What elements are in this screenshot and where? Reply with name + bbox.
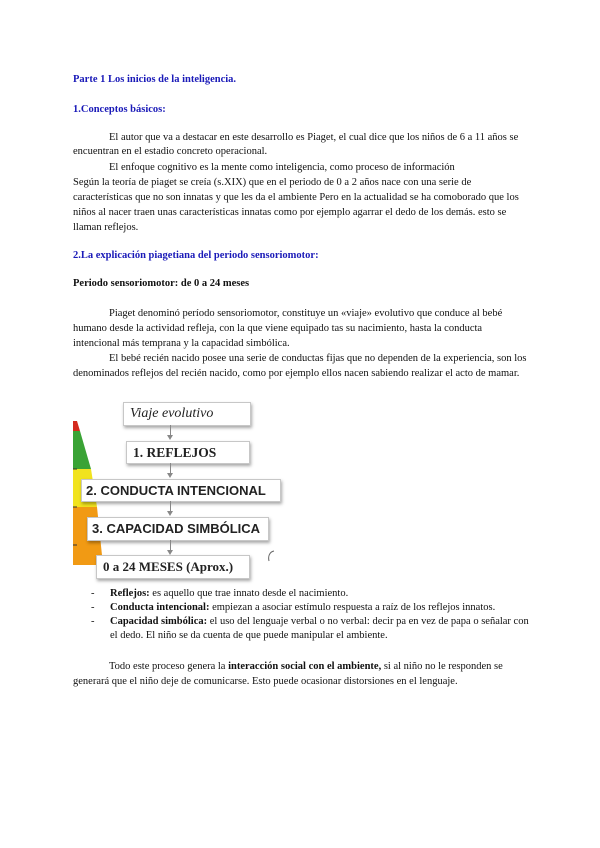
section2-p1-line3: intencional más temprana y la capacidad simbólica.: [73, 338, 290, 349]
section1-p3-line2: características que no son innatas y que les da el ambiente Pero en la actualidad se ha comoborado que los: [73, 192, 519, 203]
bullet-text-cont: el dedo. El niño se da cuenta de que puede manipular el ambiente.: [110, 630, 388, 641]
bullet-text: empiezan a asociar estímulo respuesta a raíz de los reflejos innatos.: [209, 602, 496, 613]
list-item: - Conducta intencional: empiezan a asociar estímulo respuesta a raíz de los reflejos innatos.: [91, 602, 496, 613]
diagram-title-box: Viaje evolutivo: [123, 402, 251, 426]
section2-title: 2.La explicación piagetiana del periodo sensoriomotor:: [73, 250, 319, 261]
curl-decoration-icon: [265, 549, 277, 563]
closing-bold: interacción social con el ambiente,: [228, 661, 382, 672]
section1-p1-line2: encuentran en el estadio concreto operacional.: [73, 146, 268, 157]
section1-p3-line3: niños al nacer traen unas características innatas como por ejemplo agarrar el dedo de los demás. esto se: [73, 207, 507, 218]
bullet-term: Reflejos:: [110, 588, 150, 599]
section2-p2-line2: denominados reflejos del recién nacido, como por ejemplo ellos nacen sabiendo realizar el acto de mamar.: [73, 368, 520, 379]
section1-p1-line1: El autor que va a destacar en este desarrollo es Piaget, el cual dice que los niños de 6 a 11 años se: [109, 132, 519, 143]
list-item: - Capacidad simbólica: el uso del lenguaje verbal o no verbal: decir pa en vez de papa o señalar con el dedo. El niño se da cuenta de que puede manipular el ambiente.: [91, 616, 529, 641]
bullet-text: es aquello que trae innato desde el nacimiento.: [149, 588, 349, 599]
section1-title: 1.Conceptos básicos:: [73, 104, 166, 115]
step1-box: 1. REFLEJOS: [126, 441, 250, 464]
step2-box: 2. CONDUCTA INTENCIONAL: [81, 479, 281, 502]
list-item: - Reflejos: es aquello que trae innato desde el nacimiento.: [91, 588, 349, 599]
section2-p2-line1: El bebé recién nacido posee una serie de conductas fijas que no dependen de la experiencia, son los: [109, 353, 527, 364]
section2-p1-line2: humano desde la actividad refleja, con la que viene equipado tas su nacimiento, hasta la conducta: [73, 323, 483, 334]
pyramid-green: [73, 431, 91, 469]
section1-p3-line4: llaman reflejos.: [73, 222, 139, 233]
step3-box: 3. CAPACIDAD SIMBÓLICA: [87, 517, 269, 541]
bullet-term: Capacidad simbólica:: [110, 616, 208, 627]
pyramid-red: [73, 421, 80, 431]
definitions-list: [73, 587, 553, 643]
closing-line1: Todo este proceso genera la interacción social con el ambiente, si al niño no le responden se: [109, 661, 503, 672]
section1-p3-line1: Según la teoría de piaget se creía (s.XIX) que en el periodo de 0 a 2 años nace con una serie de: [73, 177, 472, 188]
bullet-term: Conducta intencional:: [110, 602, 210, 613]
range-box: 0 a 24 MESES (Aprox.): [96, 555, 250, 579]
section2-p1-line1: Piaget denominó período sensoriomotor, constituye un «viaje» evolutivo que conduce al bebé: [109, 308, 503, 319]
bullet-text: el uso del lenguaje verbal o no verbal: decir pa en vez de papa o señalar con: [207, 616, 529, 627]
page-heading: Parte 1 Los inicios de la inteligencia.: [73, 74, 237, 85]
viaje-evolutivo-diagram: [73, 395, 278, 585]
section2-subtitle: Periodo sensoriomotor: de 0 a 24 meses: [73, 278, 250, 289]
closing-line2: generará que el niño deje de comunicarse. Esto puede ocasionar distorsiones en el lenguaje.: [73, 676, 458, 687]
section1-p2: El enfoque cognitivo es la mente como inteligencia, como proceso de información: [109, 162, 455, 173]
